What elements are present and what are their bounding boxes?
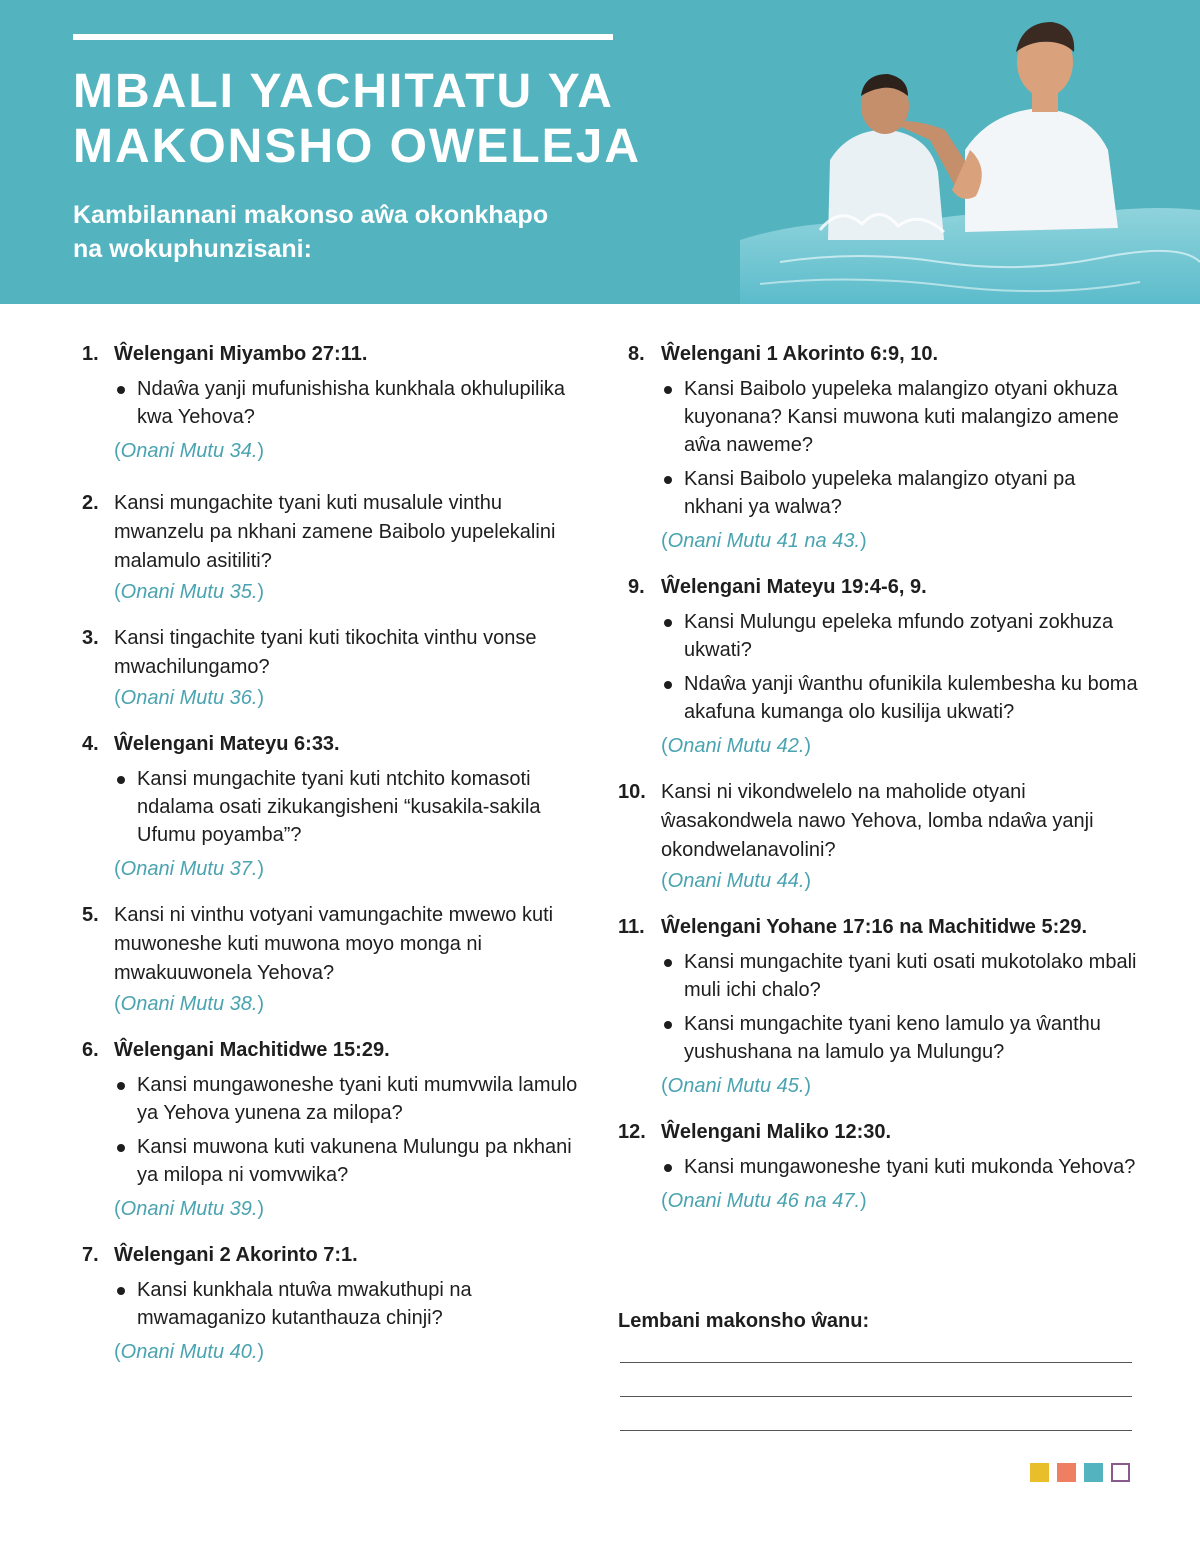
question-text: Kansi ni vikondwelelo na maholide otyani ŵasakondwela nawo Yehova, lomba ndaŵa yanji okondwelanavolini? xyxy=(661,781,1094,861)
question-number: 7. xyxy=(82,1244,99,1266)
page-title xyxy=(73,64,693,174)
chapter-reference: (Onani Mutu 41 na 43.) xyxy=(661,530,867,552)
page-title-line-1: MBALI YACHITATU YA xyxy=(73,65,614,118)
baptism-illustration xyxy=(740,0,1200,304)
questions-column-right xyxy=(618,340,1138,1233)
bullet-question: Kansi Baibolo yupeleka malangizo otyani okhuza kuyonana? Kansi muwona kuti malangizo amene aŵa naweme? xyxy=(661,375,1138,459)
bullet-question: Kansi muwona kuti vakunena Mulungu pa nkhani ya milopa ni vomvwika? xyxy=(114,1133,592,1189)
question-number: 12. xyxy=(618,1121,646,1143)
question-text: Ŵelengani Mateyu 6:33. xyxy=(114,733,340,755)
chapter-reference: (Onani Mutu 46 na 47.) xyxy=(661,1190,867,1212)
teal-square xyxy=(1084,1463,1103,1482)
question-number: 9. xyxy=(628,576,645,598)
question-text: Ŵelengani Mateyu 19:4-6, 9. xyxy=(661,576,927,598)
question-text: Ŵelengani 1 Akorinto 6:9, 10. xyxy=(661,343,939,365)
chapter-reference: (Onani Mutu 45.) xyxy=(661,1075,812,1097)
purple-outline-square xyxy=(1111,1463,1130,1482)
chapter-reference: (Onani Mutu 39.) xyxy=(114,1198,265,1220)
bullet-question: Kansi mungachite tyani kuti osati mukotolako mbali muli ichi chalo? xyxy=(661,948,1138,1004)
question-text: Kansi tingachite tyani kuti tikochita vinthu vonse mwachilungamo? xyxy=(114,627,537,678)
question-text: Ŵelengani Maliko 12:30. xyxy=(661,1121,892,1143)
chapter-reference: (Onani Mutu 40.) xyxy=(114,1341,265,1363)
question-text: Ŵelengani Miyambo 27:11. xyxy=(114,343,368,365)
question-text: Ŵelengani 2 Akorinto 7:1. xyxy=(114,1244,358,1266)
question-item xyxy=(618,913,1138,1100)
page-subtitle-line-2: na wokuphunzisani: xyxy=(73,235,312,263)
questions-column-left xyxy=(82,340,592,1384)
question-number: 10. xyxy=(618,781,646,803)
yellow-square xyxy=(1030,1463,1049,1482)
question-item xyxy=(82,489,592,606)
page-subtitle-line-1: Kambilannani makonso aŵa okonkhapo xyxy=(73,201,549,229)
question-item xyxy=(618,778,1138,895)
orange-square xyxy=(1057,1463,1076,1482)
bullet-question: Kansi Baibolo yupeleka malangizo otyani pa nkhani ya walwa? xyxy=(661,465,1138,521)
bullet-question: Ndaŵa yanji mufunishisha kunkhala okhulupilika kwa Yehova? xyxy=(114,375,592,431)
question-number: 1. xyxy=(82,343,99,365)
bullet-question: Kansi mungawoneshe tyani kuti mumvwila lamulo ya Yehova yunena za milopa? xyxy=(114,1071,592,1127)
chapter-reference: (Onani Mutu 34.) xyxy=(114,440,265,462)
header-rule xyxy=(73,34,613,40)
question-number: 6. xyxy=(82,1039,99,1061)
bullet-question: Kansi mungawoneshe tyani kuti mukonda Yehova? xyxy=(661,1153,1138,1181)
chapter-reference: (Onani Mutu 36.) xyxy=(114,687,265,709)
question-item xyxy=(82,624,592,712)
question-number: 11. xyxy=(618,916,645,938)
question-number: 4. xyxy=(82,733,99,755)
chapter-reference: (Onani Mutu 42.) xyxy=(661,735,812,757)
bullet-question: Ndaŵa yanji ŵanthu ofunikila kulembesha ku boma akafuna kumanga olo kusilija ukwati? xyxy=(661,670,1138,726)
question-item xyxy=(618,340,1138,555)
question-item xyxy=(82,1036,592,1223)
question-item xyxy=(618,573,1138,760)
bullet-question: Kansi kunkhala ntuŵa mwakuthupi na mwamaganizo kutanthauza chinji? xyxy=(114,1276,592,1332)
question-text: Kansi mungachite tyani kuti musalule vinthu mwanzelu pa nkhani zamene Baibolo yupelekalini malamulo asitiliti? xyxy=(114,492,556,572)
question-item xyxy=(82,901,592,1018)
question-number: 3. xyxy=(82,627,99,649)
question-item xyxy=(618,1118,1138,1215)
bullet-question: Kansi Mulungu epeleka mfundo zotyani zokhuza ukwati? xyxy=(661,608,1138,664)
bullet-question: Kansi mungachite tyani kuti ntchito komasoti ndalama osati zikukangisheni “kusakila-sakila Ufumu poyamba”? xyxy=(114,765,592,849)
question-number: 2. xyxy=(82,492,99,514)
page-title-line-2: MAKONSHO OWELEJA xyxy=(73,120,642,173)
write-questions-label: Lembani makonsho ŵanu: xyxy=(618,1310,870,1332)
bullet-question: Kansi mungachite tyani keno lamulo ya ŵanthu yushushana na lamulo ya Mulungu? xyxy=(661,1010,1138,1066)
question-item xyxy=(82,340,592,465)
chapter-reference: (Onani Mutu 38.) xyxy=(114,993,265,1015)
chapter-reference: (Onani Mutu 35.) xyxy=(114,581,265,603)
question-text: Kansi ni vinthu votyani vamungachite mwewo kuti muwoneshe kuti muwona moyo monga ni mwakuuwonela Yehova? xyxy=(114,904,554,984)
question-number: 5. xyxy=(82,904,99,926)
question-item xyxy=(82,1241,592,1366)
answer-line[interactable] xyxy=(620,1362,1132,1363)
page-subtitle xyxy=(73,198,633,266)
question-number: 8. xyxy=(628,343,645,365)
question-text: Ŵelengani Machitidwe 15:29. xyxy=(114,1039,390,1061)
answer-line[interactable] xyxy=(620,1396,1132,1397)
color-squares xyxy=(1030,1463,1138,1482)
question-item xyxy=(82,730,592,883)
answer-line[interactable] xyxy=(620,1430,1132,1431)
chapter-reference: (Onani Mutu 37.) xyxy=(114,858,265,880)
question-text: Ŵelengani Yohane 17:16 na Machitidwe 5:29. xyxy=(661,916,1088,938)
chapter-reference: (Onani Mutu 44.) xyxy=(661,870,812,892)
header-banner xyxy=(0,0,1200,304)
